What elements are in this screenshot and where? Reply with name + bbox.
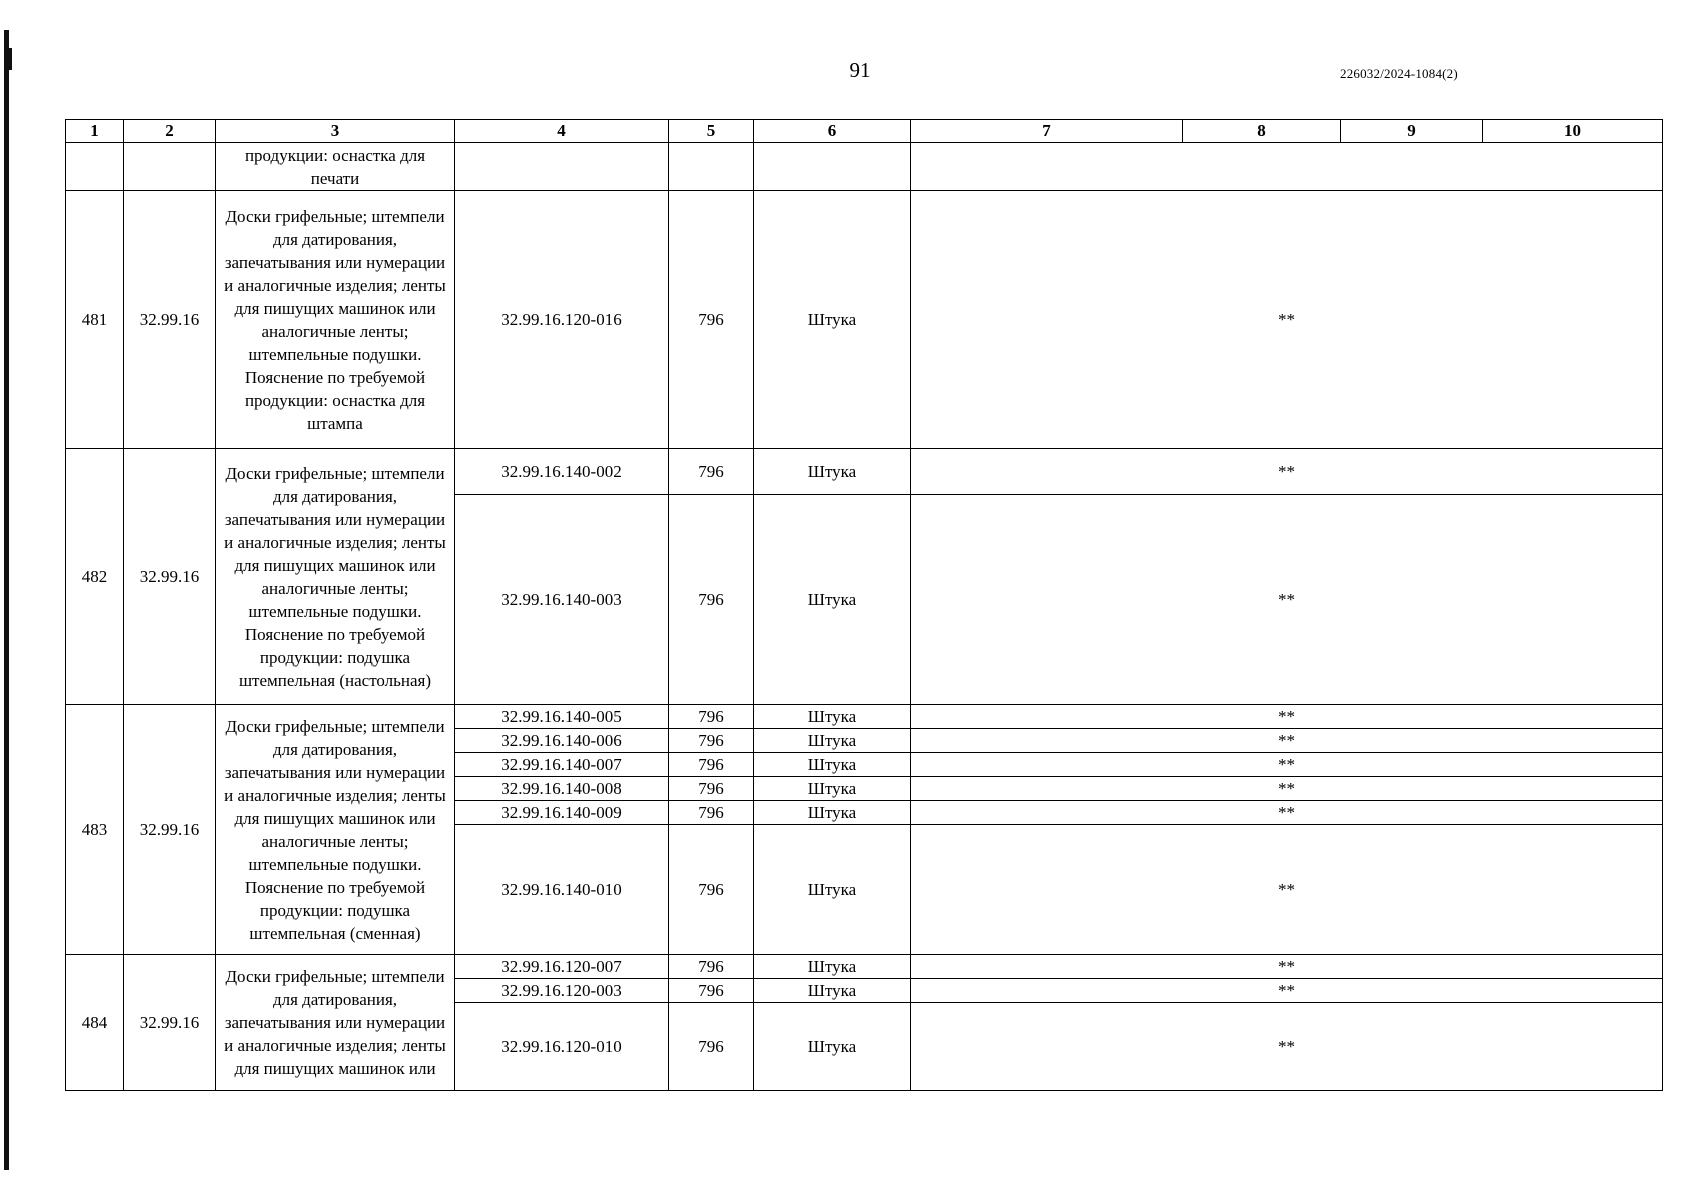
code-cell: 32.99.16.120-007 bbox=[455, 955, 669, 979]
unit-cell: Штука bbox=[754, 729, 911, 753]
value-cell: ** bbox=[911, 979, 1663, 1003]
okpd-cell: 32.99.16 bbox=[124, 705, 216, 955]
description-cell: Доски грифельные; штемпели для датирования, запечатывания или нумерации и аналогичные изделия; ленты для пишущих машинок или аналогичные ленты; штемпельные подушки. Пояснение по требуемой продукции: оснастка для штампа bbox=[216, 191, 455, 449]
value-cell: ** bbox=[911, 825, 1663, 955]
okei-cell: 796 bbox=[669, 777, 754, 801]
value-cell: ** bbox=[911, 191, 1663, 449]
code-cell: 32.99.16.140-006 bbox=[455, 729, 669, 753]
row-number-cell: 484 bbox=[66, 955, 124, 1091]
column-header: 2 bbox=[124, 120, 216, 143]
row-number-cell: 482 bbox=[66, 449, 124, 705]
column-header: 6 bbox=[754, 120, 911, 143]
value-cell: ** bbox=[911, 1003, 1663, 1091]
code-cell: 32.99.16.140-003 bbox=[455, 495, 669, 705]
okei-cell: 796 bbox=[669, 449, 754, 495]
value-cell: ** bbox=[911, 729, 1663, 753]
table-row bbox=[66, 449, 1663, 495]
value-cell: ** bbox=[911, 753, 1663, 777]
table-row bbox=[66, 191, 1663, 449]
okei-cell: 796 bbox=[669, 979, 754, 1003]
code-cell: 32.99.16.140-009 bbox=[455, 801, 669, 825]
table-row bbox=[66, 705, 1663, 729]
okei-cell: 796 bbox=[669, 705, 754, 729]
code-cell: 32.99.16.140-008 bbox=[455, 777, 669, 801]
row-number-cell: 481 bbox=[66, 191, 124, 449]
unit-cell: Штука bbox=[754, 777, 911, 801]
value-cell: ** bbox=[911, 955, 1663, 979]
code-cell: 32.99.16.140-007 bbox=[455, 753, 669, 777]
column-header: 7 bbox=[911, 120, 1183, 143]
okei-cell: 796 bbox=[669, 729, 754, 753]
column-header: 9 bbox=[1341, 120, 1483, 143]
scan-edge bbox=[4, 30, 9, 1170]
value-cell: ** bbox=[911, 449, 1663, 495]
description-cell: продукции: оснастка для печати bbox=[216, 143, 455, 191]
okpd-cell: 32.99.16 bbox=[124, 955, 216, 1091]
okei-cell: 796 bbox=[669, 955, 754, 979]
value-cell bbox=[911, 143, 1663, 191]
okpd-cell bbox=[124, 143, 216, 191]
okei-cell: 796 bbox=[669, 753, 754, 777]
unit-cell: Штука bbox=[754, 1003, 911, 1091]
description-cell: Доски грифельные; штемпели для датирования, запечатывания или нумерации и аналогичные изделия; ленты для пишущих машинок или bbox=[216, 955, 455, 1091]
code-cell: 32.99.16.140-005 bbox=[455, 705, 669, 729]
unit-cell: Штука bbox=[754, 705, 911, 729]
okei-cell: 796 bbox=[669, 495, 754, 705]
code-cell bbox=[455, 143, 669, 191]
okei-cell: 796 bbox=[669, 825, 754, 955]
column-header: 4 bbox=[455, 120, 669, 143]
code-cell: 32.99.16.140-002 bbox=[455, 449, 669, 495]
column-header: 5 bbox=[669, 120, 754, 143]
okei-cell bbox=[669, 143, 754, 191]
value-cell: ** bbox=[911, 801, 1663, 825]
column-header: 10 bbox=[1483, 120, 1663, 143]
okei-cell: 796 bbox=[669, 801, 754, 825]
row-number-cell bbox=[66, 143, 124, 191]
code-cell: 32.99.16.120-003 bbox=[455, 979, 669, 1003]
value-cell: ** bbox=[911, 495, 1663, 705]
okpd-cell: 32.99.16 bbox=[124, 191, 216, 449]
description-cell: Доски грифельные; штемпели для датирования, запечатывания или нумерации и аналогичные изделия; ленты для пишущих машинок или аналогичные ленты; штемпельные подушки. Пояснение по требуемой продукции: подушка штемпельная (сменная) bbox=[216, 705, 455, 955]
okei-cell: 796 bbox=[669, 1003, 754, 1091]
code-cell: 32.99.16.120-010 bbox=[455, 1003, 669, 1091]
unit-cell: Штука bbox=[754, 801, 911, 825]
row-number-cell: 483 bbox=[66, 705, 124, 955]
column-header: 3 bbox=[216, 120, 455, 143]
table-row bbox=[66, 955, 1663, 979]
scan-edge-notch bbox=[8, 48, 12, 70]
column-header: 8 bbox=[1183, 120, 1341, 143]
value-cell: ** bbox=[911, 777, 1663, 801]
unit-cell: Штука bbox=[754, 979, 911, 1003]
unit-cell bbox=[754, 143, 911, 191]
value-cell: ** bbox=[911, 705, 1663, 729]
code-cell: 32.99.16.140-010 bbox=[455, 825, 669, 955]
code-cell: 32.99.16.120-016 bbox=[455, 191, 669, 449]
okei-cell: 796 bbox=[669, 191, 754, 449]
unit-cell: Штука bbox=[754, 495, 911, 705]
table-row bbox=[66, 143, 1663, 191]
description-cell: Доски грифельные; штемпели для датирования, запечатывания или нумерации и аналогичные изделия; ленты для пишущих машинок или аналогичные ленты; штемпельные подушки. Пояснение по требуемой продукции: подушка штемпельная (настольная) bbox=[216, 449, 455, 705]
okpd-cell: 32.99.16 bbox=[124, 449, 216, 705]
unit-cell: Штука bbox=[754, 191, 911, 449]
unit-cell: Штука bbox=[754, 449, 911, 495]
document-code: 226032/2024-1084(2) bbox=[1340, 66, 1458, 81]
table-header-row bbox=[66, 120, 1663, 143]
unit-cell: Штука bbox=[754, 825, 911, 955]
page-number: 91 bbox=[849, 58, 871, 82]
unit-cell: Штука bbox=[754, 955, 911, 979]
column-header: 1 bbox=[66, 120, 124, 143]
register-table bbox=[65, 119, 1663, 1091]
unit-cell: Штука bbox=[754, 753, 911, 777]
